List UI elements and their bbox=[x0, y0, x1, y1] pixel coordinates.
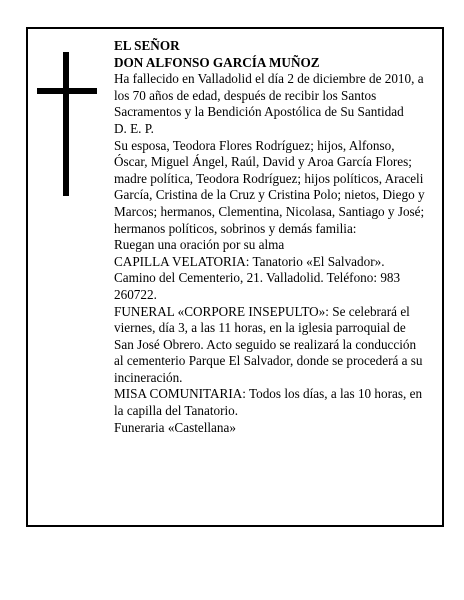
deceased-name: DON ALFONSO GARCÍA MUÑOZ bbox=[114, 54, 320, 70]
family-list: Su esposa, Teodora Flores Rodríguez; hijos, Alfonso, Óscar, Miguel Ángel, Raúl, David y Aroa García Flores; madre política, Teodora Rodríguez; hijos políticos, Araceli García, Cristina de la Cruz y Cristina Polo; nietos, Diego y Marcos; hermanos, Clementina, Nicolasa, Santiago y José; hermanos políticos, sobrinos y demás familia: bbox=[114, 137, 425, 236]
funeral-info: FUNERAL «CORPORE INSEPULTO»: Se celebrará el viernes, día 3, a las 11 horas, en la iglesia parroquial de San José Obrero. Acto seguido se realizará la conducción al cementerio Parque El Salvador, donde se procederá a su incineración. bbox=[114, 303, 423, 385]
heading-title: EL SEÑOR bbox=[114, 38, 180, 53]
obituary-text bbox=[114, 38, 428, 436]
dep-line: D. E. P. bbox=[114, 120, 154, 136]
prayer-request: Ruegan una oración por su alma bbox=[114, 237, 285, 253]
mass-info: MISA COMUNITARIA: Todos los días, a las 10 horas, en la capilla del Tanatorio. bbox=[114, 386, 423, 419]
death-announcement: Ha fallecido en Valladolid el día 2 de diciembre de 2010, a los 70 años de edad, después de recibir los Santos Sacramentos y la Bendición Apostólica de Su Santidad bbox=[114, 71, 424, 120]
cross-vertical-bar bbox=[63, 52, 69, 196]
latin-cross-icon bbox=[37, 52, 97, 196]
cross-horizontal-bar bbox=[37, 88, 97, 94]
chapel-info: CAPILLA VELATORIA: Tanatorio «El Salvador». Camino del Cementerio, 21. Valladolid. Teléfono: 983 260722. bbox=[114, 253, 401, 302]
funeral-home: Funeraria «Castellana» bbox=[114, 419, 236, 435]
